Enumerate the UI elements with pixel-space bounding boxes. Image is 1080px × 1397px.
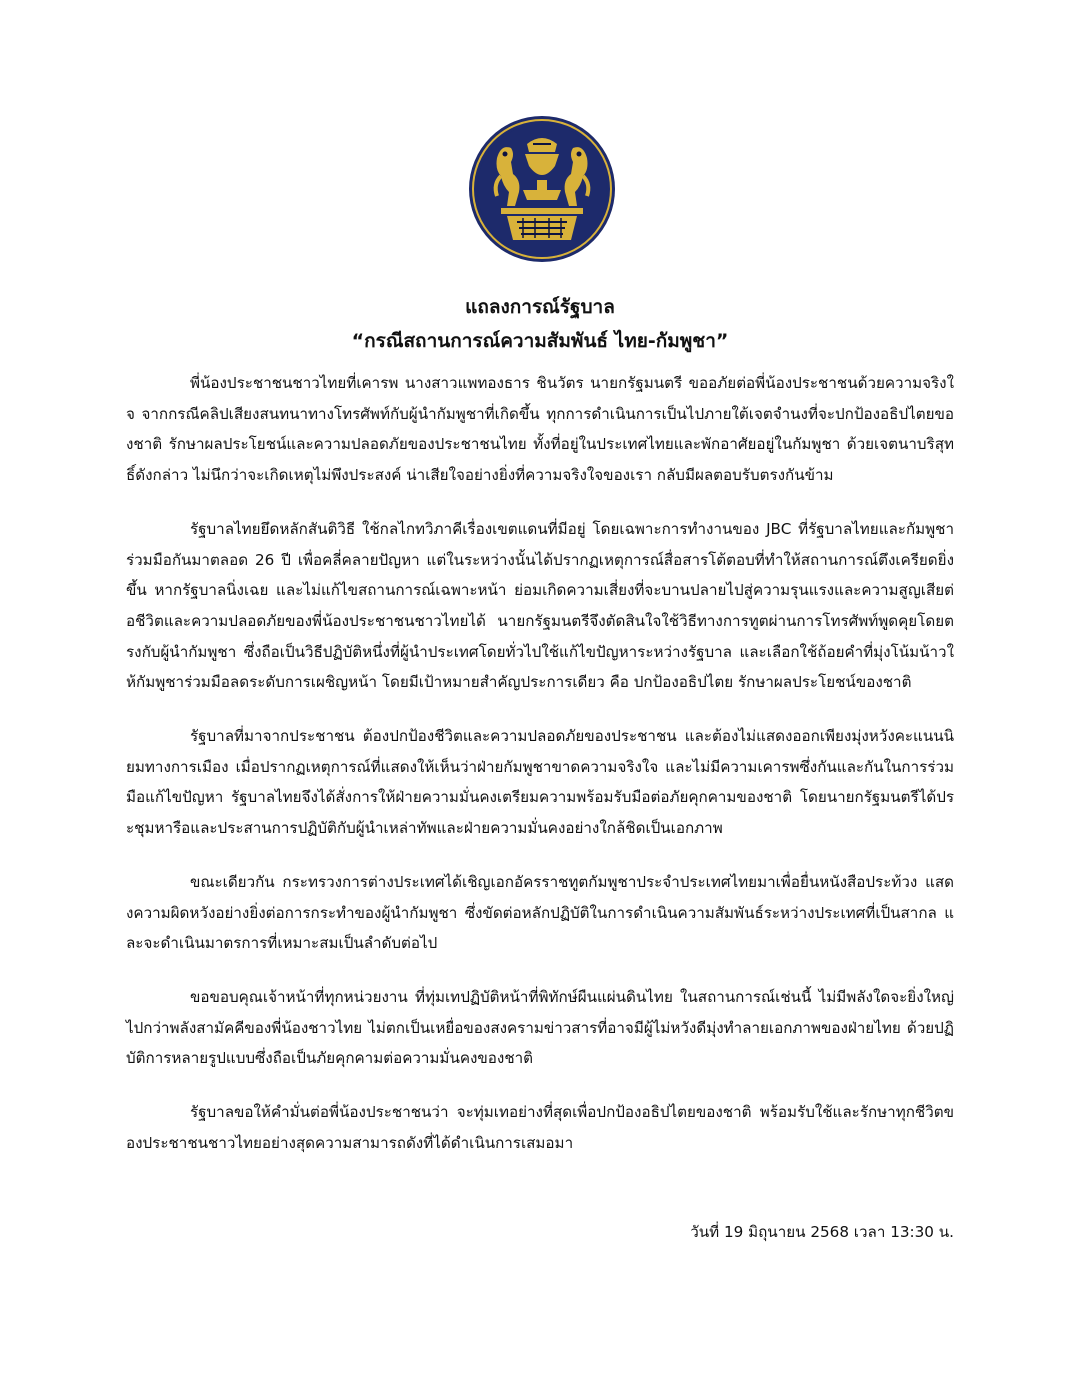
title-block <box>0 290 1080 358</box>
document-body <box>126 368 954 1181</box>
paragraph-5: ขอขอบคุณเจ้าหน้าที่ทุกหน่วยงาน ที่ทุ่มเทปฏิบัติหน้าที่พิทักษ์ผืนแผ่นดินไทย ในสถานการณ์เช่นนี้ ไม่มีพลังใดจะยิ่งใหญ่ไปกว่าพลังสามัคคีของพี่น้องชาวไทย ไม่ตกเป็นเหยื่อของสงครามข่าวสารที่อาจมีผู้ไม่หวังดีมุ่งทำลายเอกภาพของฝ่ายไทย ด้วยปฏิบัติการหลายรูปแบบซึ่งถือเป็นภัยคุกคามต่อความมั่นคงของชาติ <box>126 987 954 1068</box>
paragraph-3: รัฐบาลที่มาจากประชาชน ต้องปกป้องชีวิตและความปลอดภัยของประชาชน และต้องไม่แสดงออกเพียงมุ่งหวังคะแนนนิยมทางการเมือง เมื่อปรากฏเหตุการณ์ที่แสดงให้เห็นว่าฝ่ายกัมพูชาขาดความจริงใจ และไม่มีความเคารพซึ่งกันและกันในการร่วมมือแก้ไขปัญหา รัฐบาลไทยจึงได้สั่งการให้ฝ่ายความมั่นคงเตรียมความพร้อมรับมือต่อภัยคุกคามของชาติ โดยนายกรัฐมนตรีได้ประชุมหารือและประสานการปฏิบัติกับผู้นำเหล่าทัพและฝ่ายความมั่นคงอย่างใกล้ชิดเป็นเอกภาพ <box>126 727 954 838</box>
government-seal-icon <box>467 114 617 264</box>
paragraph-1: พี่น้องประชาชนชาวไทยที่เคารพ นางสาวแพทองธาร ชินวัตร นายกรัฐมนตรี ขออภัยต่อพี่น้องประชาชนด้วยความจริงใจ จากกรณีคลิปเสียงสนทนาทางโทรศัพท์กับผู้นำกัมพูชาที่เกิดขึ้น ทุกการดำเนินการเป็นไปภายใต้เจตจำนงที่จะปกป้องอธิปไตยของชาติ รักษาผลประโยชน์และความปลอดภัยของประชาชนไทย ทั้งที่อยู่ในประเทศไทยและพักอาศัยอยู่ในกัมพูชา ด้วยเจตนาบริสุทธิ์ดังกล่าว ไม่นึกว่าจะเกิดเหตุไม่พึงประสงค์ น่าเสียใจอย่างยิ่งที่ความจริงใจของเรา กลับมีผลตอบรับตรงกันข้าม <box>126 374 954 485</box>
paragraph-6: รัฐบาลขอให้คำมั่นต่อพี่น้องประชาชนว่า จะทุ่มเทอย่างที่สุดเพื่อปกป้องอธิปไตยของชาติ พร้อมรับใช้และรักษาทุกชีวิตของประชาชนชาวไทยอย่างสุดความสามารถดังที่ได้ดำเนินการเสมอมา <box>126 1103 954 1152</box>
paragraph-4: ขณะเดียวกัน กระทรวงการต่างประเทศได้เชิญเอกอัครราชทูตกัมพูชาประจำประเทศไทยมาเพื่อยื่นหนังสือประท้วง แสดงความผิดหวังอย่างยิ่งต่อการกระทำของผู้นำกัมพูชา ซึ่งขัดต่อหลักปฏิบัติในการดำเนินความสัมพันธ์ระหว่างประเทศที่เป็นสากล และจะดำเนินมาตรการที่เหมาะสมเป็นลำดับต่อไป <box>126 872 954 953</box>
date-line: วันที่ 19 มิถุนายน 2568 เวลา 13:30 น. <box>690 1223 954 1241</box>
document-subtitle: “กรณีสถานการณ์ความสัมพันธ์ ไทย-กัมพูชา” <box>351 330 729 352</box>
document-title: แถลงการณ์รัฐบาล <box>465 296 615 318</box>
paragraph-2: รัฐบาลไทยยึดหลักสันติวิธี ใช้กลไกทวิภาคีเรื่องเขตแดนที่มีอยู่ โดยเฉพาะการทำงานของ JBC ที่รัฐบาลไทยและกัมพูชาร่วมมือกันมาตลอด 26 ปี เพื่อคลี่คลายปัญหา แต่ในระหว่างนั้นได้ปรากฏเหตุการณ์สื่อสารโต้ตอบที่ทำให้สถานการณ์ตึงเครียดยิ่งขึ้น หากรัฐบาลนิ่งเฉย และไม่แก้ไขสถานการณ์เฉพาะหน้า ย่อมเกิดความเสี่ยงที่จะบานปลายไปสู่ความรุนแรงและความสูญเสียต่อชีวิตและความปลอดภัยของพี่น้องประชาชนชาวไทยได้ นายกรัฐมนตรีจึงตัดสินใจใช้วิธีทางการทูตผ่านการโทรศัพท์พูดคุยโดยตรงกับผู้นำกัมพูชา ซึ่งถือเป็นวิธีปฏิบัติหนึ่งที่ผู้นำประเทศโดยทั่วไปใช้แก้ไขปัญหาระหว่างรัฐบาล และเลือกใช้ถ้อยคำที่มุ่งโน้มน้าวให้กัมพูชาร่วมมือลดระดับการเผชิญหน้า โดยมีเป้าหมายสำคัญประการเดียว คือ ปกป้องอธิปไตย รักษาผลประโยชน์ของชาติ <box>126 519 954 692</box>
